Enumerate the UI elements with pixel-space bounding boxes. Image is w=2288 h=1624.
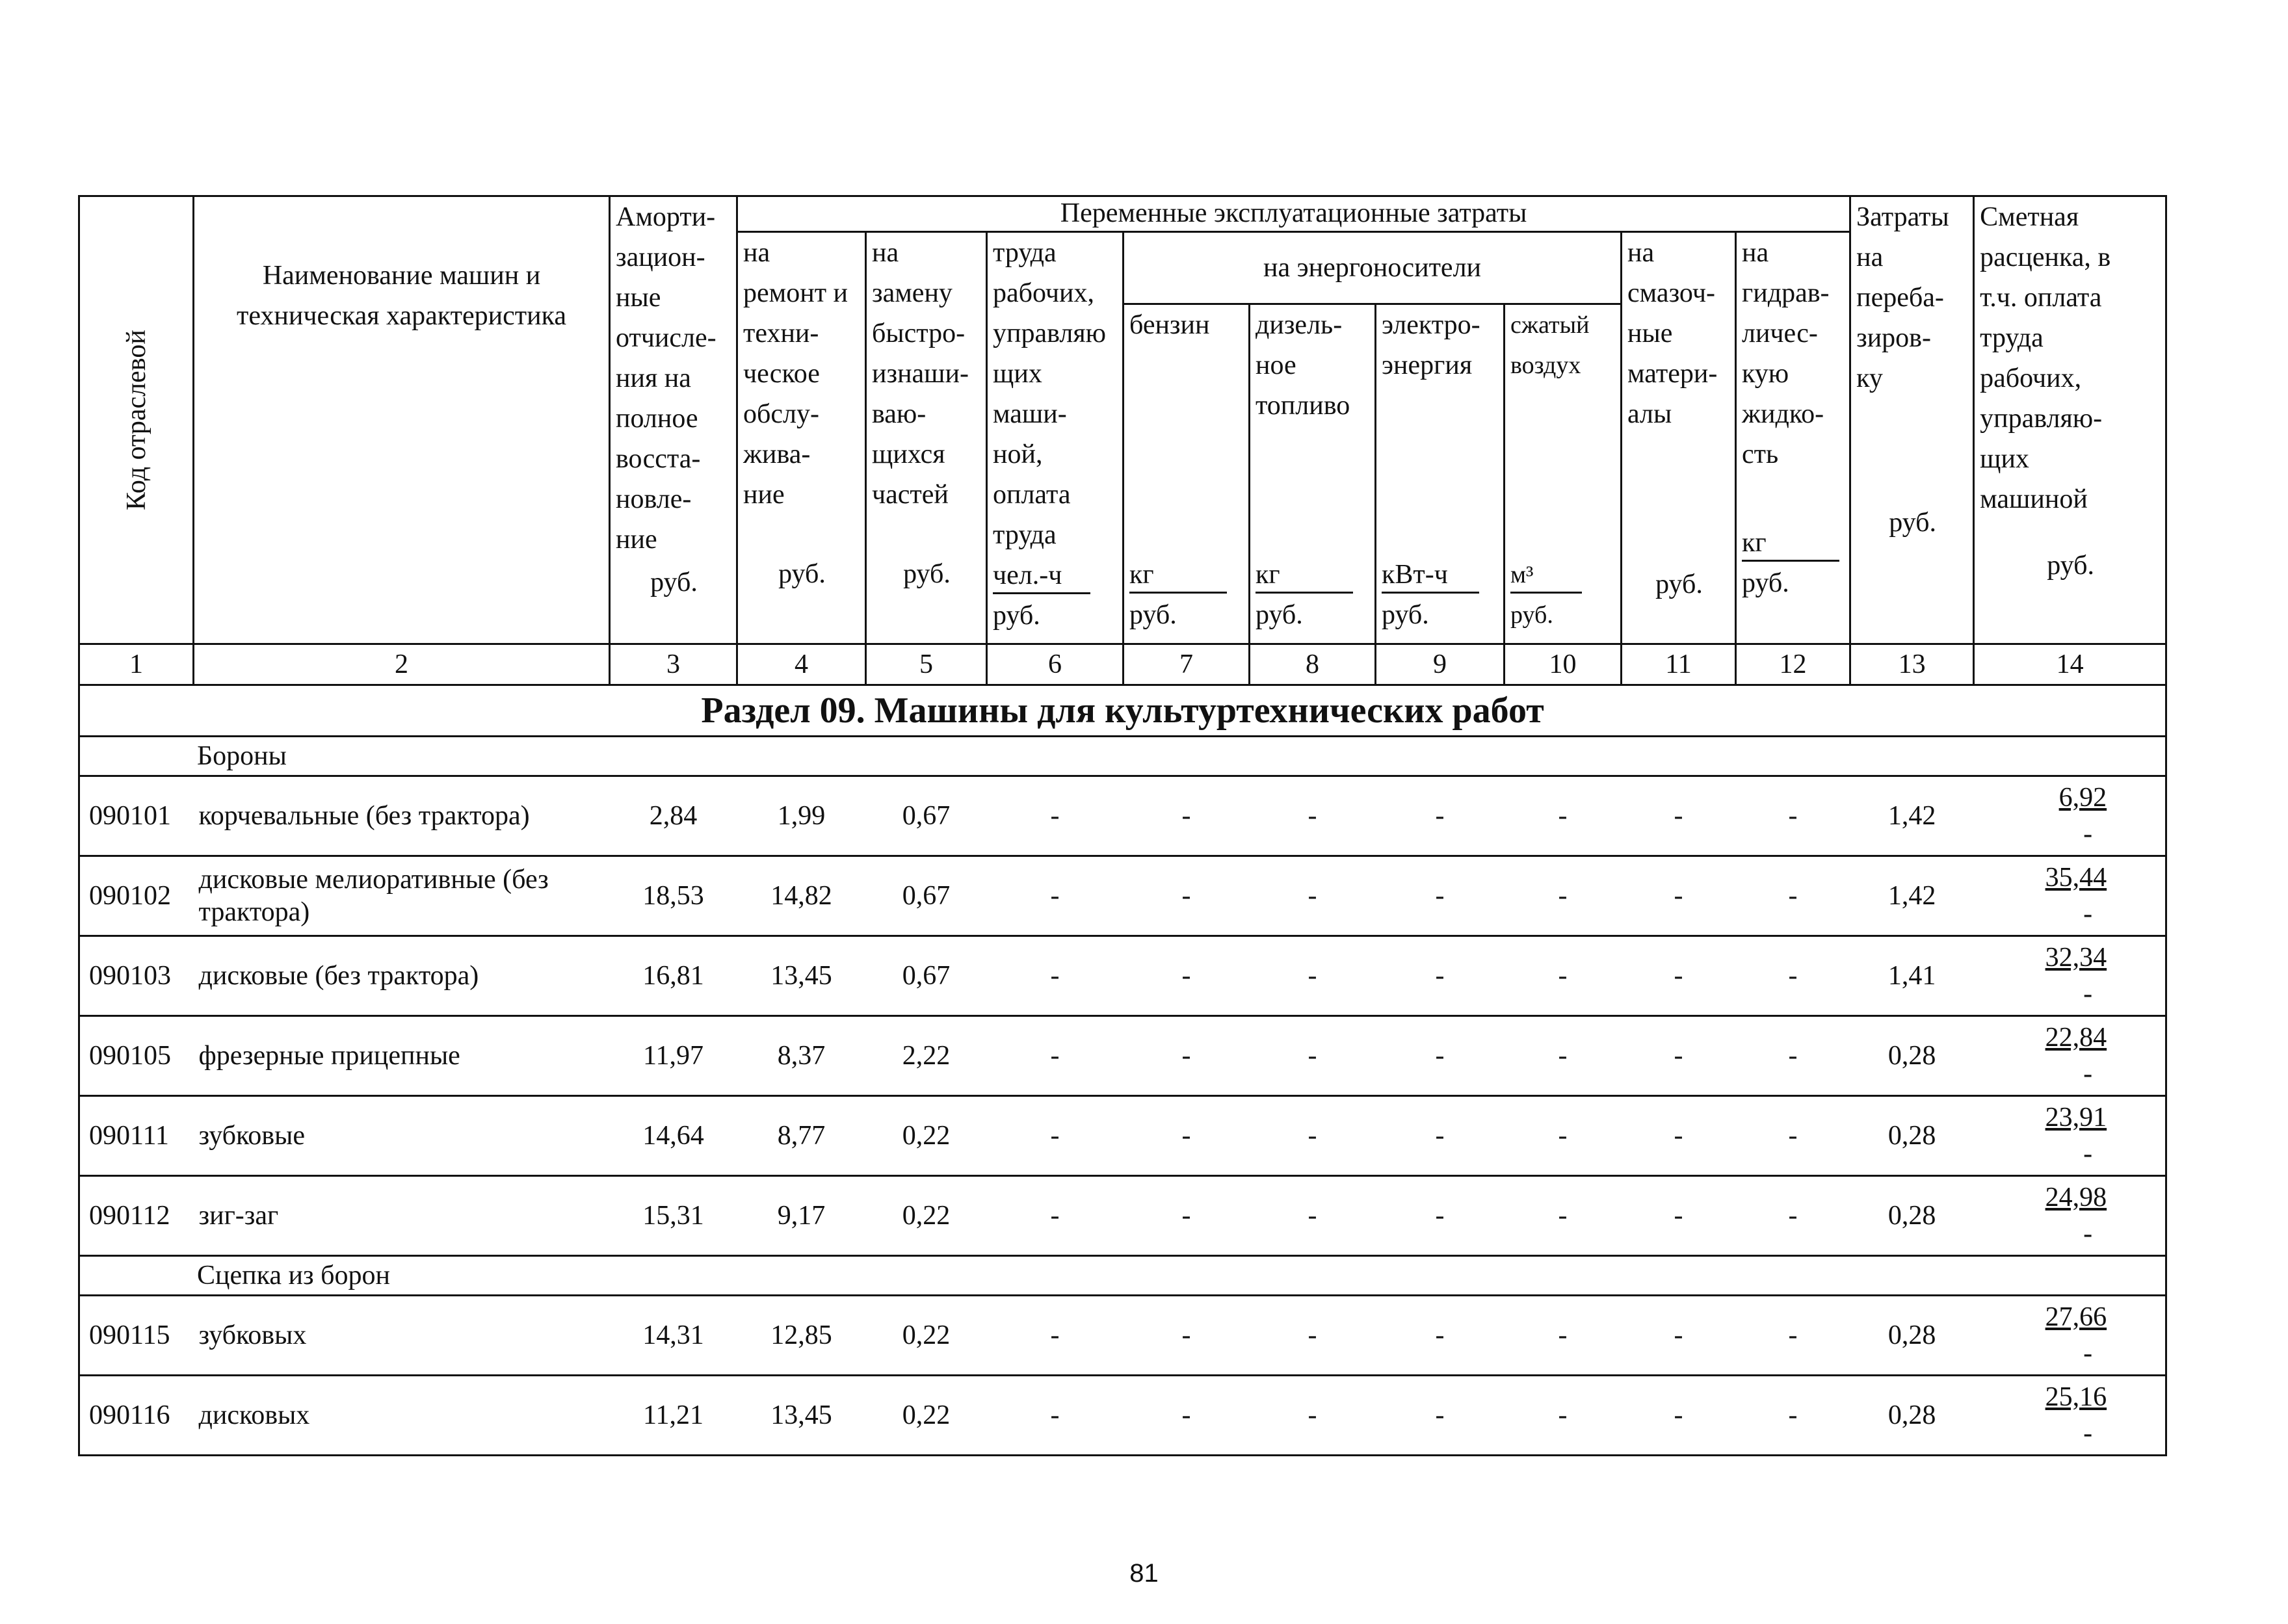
header-col14-line: машиной — [1980, 484, 2088, 514]
row-price — [1974, 936, 2166, 1016]
row-dash-col9: - — [1376, 1016, 1505, 1096]
row-amortization: 11,21 — [610, 1376, 737, 1456]
header-col9-line: электро- — [1382, 310, 1480, 340]
row-dash-col7: - — [1124, 856, 1250, 936]
header-col12-line: кую — [1742, 359, 1789, 389]
row-dash-col11: - — [1622, 1376, 1736, 1456]
column-number-cell: 6 — [987, 644, 1124, 685]
row-parts: 0,22 — [866, 1296, 987, 1376]
header-col4-line: ческое — [743, 359, 820, 389]
row-relocation: 0,28 — [1850, 1096, 1974, 1176]
row-dash-col12: - — [1736, 776, 1850, 856]
header-col9-unit-top: кВт-ч — [1382, 555, 1499, 595]
row-amortization: 18,53 — [610, 856, 737, 936]
row-dash-col9: - — [1376, 1376, 1505, 1456]
header-col3-line: ние — [616, 525, 657, 555]
row-relocation: 0,28 — [1850, 1176, 1974, 1256]
row-name: дисковые мелиоративные (без трактора) — [194, 856, 610, 936]
header-col8-line: ное — [1256, 350, 1296, 380]
header-col6-line: труда — [993, 520, 1057, 550]
row-relocation: 0,28 — [1850, 1296, 1974, 1376]
row-dash-col6: - — [987, 1096, 1124, 1176]
header-col9-line: энергия — [1382, 350, 1473, 380]
header-col13 — [1850, 196, 1974, 644]
table-row — [79, 936, 2166, 1016]
header-col3-line: ные — [616, 283, 661, 313]
header-col10 — [1505, 304, 1622, 644]
header-col4-line: жива- — [743, 439, 811, 469]
header-col12-lines — [1742, 233, 1845, 475]
table-row — [79, 1096, 2166, 1176]
row-price — [1974, 1296, 2166, 1376]
header-row-1 — [79, 196, 2166, 232]
header-col3-line: полное — [616, 404, 698, 434]
header-col14 — [1974, 196, 2166, 644]
row-amortization: 15,31 — [610, 1176, 737, 1256]
section-row — [79, 685, 2166, 737]
header-col6-line: оплата — [993, 480, 1071, 510]
row-dash-col11: - — [1622, 1016, 1736, 1096]
row-price-labor: - — [2083, 1139, 2093, 1169]
header-col5-unit: руб. — [903, 559, 951, 589]
row-dash-col6: - — [987, 1296, 1124, 1376]
row-dash-col10: - — [1505, 1296, 1622, 1376]
row-dash-col10: - — [1505, 1176, 1622, 1256]
rates-table-container — [78, 195, 2165, 1456]
row-parts: 2,22 — [866, 1016, 987, 1096]
header-col6-unit-top: чел.-ч — [993, 555, 1118, 596]
row-dash-col9: - — [1376, 1296, 1505, 1376]
header-col11-line: смазоч- — [1627, 278, 1715, 308]
column-number-cell: 5 — [866, 644, 987, 685]
header-energy — [1124, 232, 1622, 304]
header-col4-line: техни- — [743, 319, 819, 348]
header-variable-costs-label: Переменные эксплуатационные затраты — [1060, 198, 1527, 228]
header-col9-unit-bot: руб. — [1382, 600, 1429, 630]
row-name: зиг-заг — [194, 1176, 610, 1256]
header-col5-line: частей — [872, 480, 949, 510]
column-number-cell: 2 — [194, 644, 610, 685]
row-dash-col9: - — [1376, 1096, 1505, 1176]
row-dash-col8: - — [1250, 1096, 1376, 1176]
row-dash-col6: - — [987, 936, 1124, 1016]
header-col4 — [737, 232, 866, 644]
row-dash-col6: - — [987, 776, 1124, 856]
header-col14-line: т.ч. оплата — [1980, 283, 2102, 313]
row-price-value: 22,84 — [2045, 1023, 2107, 1053]
row-price-stack — [1974, 1099, 2166, 1172]
header-col14-line: щих — [1980, 444, 2029, 474]
header-col7 — [1124, 304, 1250, 644]
row-amortization: 14,31 — [610, 1296, 737, 1376]
row-price-labor: - — [2083, 979, 2093, 1009]
header-col12-line: на — [1742, 238, 1769, 268]
header-col6-line: ной, — [993, 439, 1043, 469]
header-code-label: Код отраслевой — [121, 330, 151, 510]
header-col10-unit-top: м³ — [1510, 555, 1616, 595]
row-price-value: 27,66 — [2045, 1302, 2107, 1332]
header-col14-line: Сметная — [1980, 202, 2079, 232]
row-price — [1974, 856, 2166, 936]
row-dash-col9: - — [1376, 776, 1505, 856]
row-dash-col11: - — [1622, 936, 1736, 1016]
header-col6-line: управляю — [993, 319, 1107, 348]
row-dash-col8: - — [1250, 1176, 1376, 1256]
header-variable-costs — [737, 196, 1850, 232]
row-dash-col11: - — [1622, 1176, 1736, 1256]
header-col8-line: дизель- — [1256, 310, 1343, 340]
row-code: 090103 — [79, 936, 194, 1016]
column-number-cell: 3 — [610, 644, 737, 685]
row-code: 090116 — [79, 1376, 194, 1456]
header-col8-line: топливо — [1256, 391, 1350, 421]
group-title: Сцепка из борон — [197, 1261, 390, 1290]
row-code: 090115 — [79, 1296, 194, 1376]
header-col9 — [1376, 304, 1505, 644]
row-price-stack — [1974, 859, 2166, 932]
row-dash-col8: - — [1250, 1376, 1376, 1456]
row-dash-col11: - — [1622, 856, 1736, 936]
header-col5-line: замену — [872, 278, 953, 308]
row-name: дисковые (без трактора) — [194, 936, 610, 1016]
row-dash-col7: - — [1124, 776, 1250, 856]
column-number-cell: 8 — [1250, 644, 1376, 685]
page-number: 81 — [1129, 1559, 1159, 1588]
header-col3-lines — [616, 197, 732, 560]
column-number-cell: 10 — [1505, 644, 1622, 685]
header-col13-lines — [1856, 197, 1969, 399]
header-col8-unit-top: кг — [1256, 555, 1371, 595]
row-price-value: 6,92 — [2058, 783, 2107, 813]
row-dash-col7: - — [1124, 1376, 1250, 1456]
header-col4-unit: руб. — [778, 559, 826, 589]
row-repair: 13,45 — [737, 1376, 866, 1456]
header-col3-line: новле- — [616, 484, 692, 514]
row-price-stack — [1974, 1019, 2166, 1092]
row-name: корчевальные (без трактора) — [194, 776, 610, 856]
header-col13-line: на — [1856, 242, 1884, 272]
row-name: дисковых — [194, 1376, 610, 1456]
header-col7-unit-top: кг — [1129, 555, 1244, 595]
header-col14-line: управляю- — [1980, 404, 2103, 434]
header-col13-line: Затраты — [1856, 202, 1949, 232]
column-number-cell: 7 — [1124, 644, 1250, 685]
row-dash-col8: - — [1250, 856, 1376, 936]
row-amortization: 11,97 — [610, 1016, 737, 1096]
row-dash-col7: - — [1124, 1176, 1250, 1256]
row-amortization: 14,64 — [610, 1096, 737, 1176]
header-col5-line: быстро- — [872, 319, 966, 348]
row-relocation: 1,41 — [1850, 936, 1974, 1016]
header-col3-line: отчисле- — [616, 323, 717, 353]
row-price-labor: - — [2083, 899, 2093, 929]
row-dash-col12: - — [1736, 1096, 1850, 1176]
row-dash-col8: - — [1250, 936, 1376, 1016]
row-price — [1974, 1376, 2166, 1456]
header-col7-label: бензин — [1129, 310, 1210, 340]
table-row — [79, 856, 2166, 936]
table-row — [79, 1296, 2166, 1376]
header-col3-unit: руб. — [650, 568, 698, 597]
header-col3-line: Аморти- — [616, 202, 716, 232]
column-number-cell: 9 — [1376, 644, 1505, 685]
column-number-cell: 13 — [1850, 644, 1974, 685]
header-col6-line: труда — [993, 238, 1057, 268]
group-title-cell — [79, 737, 2166, 776]
row-dash-col10: - — [1505, 1016, 1622, 1096]
row-name: зубковых — [194, 1296, 610, 1376]
row-repair: 8,37 — [737, 1016, 866, 1096]
row-price-labor: - — [2083, 1339, 2093, 1369]
row-price-stack — [1974, 1179, 2166, 1252]
header-col4-line: ремонт и — [743, 278, 848, 308]
row-code: 090112 — [79, 1176, 194, 1256]
row-dash-col10: - — [1505, 856, 1622, 936]
row-dash-col12: - — [1736, 1016, 1850, 1096]
row-dash-col6: - — [987, 856, 1124, 936]
header-col8 — [1250, 304, 1376, 644]
row-price — [1974, 1176, 2166, 1256]
header-col10-unit-bot: руб. — [1510, 601, 1553, 629]
header-col7-unit-bot: руб. — [1129, 600, 1177, 630]
row-repair: 13,45 — [737, 936, 866, 1016]
table-body — [79, 737, 2166, 1456]
row-amortization: 16,81 — [610, 936, 737, 1016]
row-dash-col12: - — [1736, 856, 1850, 936]
row-dash-col12: - — [1736, 936, 1850, 1016]
row-parts: 0,67 — [866, 856, 987, 936]
row-price — [1974, 1016, 2166, 1096]
header-col5-line: щихся — [872, 439, 945, 469]
header-col12-line: гидрав- — [1742, 278, 1830, 308]
header-name-label: Наименование машин и техническая характеристика — [236, 261, 566, 331]
row-code: 090111 — [79, 1096, 194, 1176]
row-dash-col6: - — [987, 1016, 1124, 1096]
row-dash-col10: - — [1505, 1376, 1622, 1456]
row-parts: 0,22 — [866, 1176, 987, 1256]
table-row — [79, 1376, 2166, 1456]
row-relocation: 1,42 — [1850, 776, 1974, 856]
header-col5-line: на — [872, 238, 899, 268]
row-price-value: 25,16 — [2045, 1382, 2107, 1412]
header-name — [194, 196, 610, 644]
header-col6-line: рабочих, — [993, 278, 1095, 308]
header-col14-unit: руб. — [2047, 551, 2094, 581]
header-col13-line: переба- — [1856, 283, 1944, 313]
row-relocation: 1,42 — [1850, 856, 1974, 936]
row-price-labor: - — [2083, 1419, 2093, 1448]
row-price-stack — [1974, 1379, 2166, 1452]
row-repair: 14,82 — [737, 856, 866, 936]
row-relocation: 0,28 — [1850, 1016, 1974, 1096]
row-dash-col10: - — [1505, 776, 1622, 856]
header-col5-line: изнаши- — [872, 359, 969, 389]
header-col8-unit-bot: руб. — [1256, 600, 1303, 630]
header-col10-lines — [1510, 305, 1616, 386]
header-col5 — [866, 232, 987, 644]
row-code: 090102 — [79, 856, 194, 936]
row-dash-col8: - — [1250, 1016, 1376, 1096]
header-col13-line: ку — [1856, 363, 1883, 393]
row-name: зубковые — [194, 1096, 610, 1176]
row-price-labor: - — [2083, 819, 2093, 849]
row-dash-col6: - — [987, 1376, 1124, 1456]
row-dash-col7: - — [1124, 1296, 1250, 1376]
header-col11-line: алы — [1627, 399, 1672, 429]
header-col6-unit-bot: руб. — [993, 601, 1040, 631]
header-col14-line: расценка, в — [1980, 242, 2111, 272]
header-col13-line: зиров- — [1856, 323, 1931, 353]
row-dash-col11: - — [1622, 776, 1736, 856]
row-dash-col9: - — [1376, 1176, 1505, 1256]
header-col11 — [1622, 232, 1736, 644]
row-dash-col9: - — [1376, 856, 1505, 936]
header-col3-line: зацион- — [616, 242, 705, 272]
column-number-cell: 4 — [737, 644, 866, 685]
row-price-value: 23,91 — [2045, 1103, 2107, 1133]
header-col3-line: восста- — [616, 444, 701, 474]
column-number-cell: 1 — [79, 644, 194, 685]
header-col4-line: на — [743, 238, 770, 268]
header-col12-unit-bot: руб. — [1742, 568, 1789, 598]
rates-table — [78, 195, 2167, 1456]
header-col6-line: щих — [993, 359, 1042, 389]
header-col14-line: труда — [1980, 323, 2044, 353]
header-col10-line: воздух — [1510, 352, 1581, 379]
header-col12-line: жидко- — [1742, 399, 1824, 429]
row-price-stack — [1974, 939, 2166, 1012]
table-row — [79, 1016, 2166, 1096]
header-col12-unit-top: кг — [1742, 523, 1845, 563]
group-title-cell — [79, 1256, 2166, 1296]
row-name: фрезерные прицепные — [194, 1016, 610, 1096]
row-code: 090105 — [79, 1016, 194, 1096]
header-col13-unit: руб. — [1889, 508, 1936, 538]
row-dash-col12: - — [1736, 1376, 1850, 1456]
row-dash-col8: - — [1250, 776, 1376, 856]
header-col10-line: сжатый — [1510, 311, 1590, 339]
header-col8-lines — [1256, 305, 1371, 426]
row-parts: 0,22 — [866, 1096, 987, 1176]
row-parts: 0,67 — [866, 776, 987, 856]
header-col12-line: личес- — [1742, 319, 1818, 348]
row-parts: 0,22 — [866, 1376, 987, 1456]
row-dash-col6: - — [987, 1176, 1124, 1256]
row-dash-col10: - — [1505, 936, 1622, 1016]
column-number-cell: 14 — [1974, 644, 2166, 685]
header-col4-line: ние — [743, 480, 785, 510]
header-col5-line: ваю- — [872, 399, 927, 429]
column-number-cell: 11 — [1622, 644, 1736, 685]
row-repair: 1,99 — [737, 776, 866, 856]
row-price-labor: - — [2083, 1219, 2093, 1249]
header-col3-line: ния на — [616, 363, 691, 393]
header-col14-line: рабочих, — [1980, 363, 2082, 393]
header-col4-line: обслу- — [743, 399, 819, 429]
row-dash-col12: - — [1736, 1296, 1850, 1376]
row-amortization: 2,84 — [610, 776, 737, 856]
group-title: Бороны — [197, 741, 287, 771]
header-code — [79, 196, 194, 644]
row-dash-col9: - — [1376, 936, 1505, 1016]
row-repair: 8,77 — [737, 1096, 866, 1176]
header-col11-line: матери- — [1627, 359, 1718, 389]
row-dash-col12: - — [1736, 1176, 1850, 1256]
header-col12 — [1736, 232, 1850, 644]
row-dash-col11: - — [1622, 1296, 1736, 1376]
header-col14-lines — [1980, 197, 2161, 519]
row-price-labor: - — [2083, 1059, 2093, 1089]
header-col9-lines — [1382, 305, 1499, 386]
group-header-row — [79, 737, 2166, 776]
row-price-value: 35,44 — [2045, 863, 2107, 893]
header-col6 — [987, 232, 1124, 644]
row-parts: 0,67 — [866, 936, 987, 1016]
header-col5-lines — [872, 233, 982, 515]
table-row — [79, 776, 2166, 856]
row-repair: 12,85 — [737, 1296, 866, 1376]
column-numbers-row — [79, 644, 2166, 685]
row-price-stack — [1974, 779, 2166, 852]
header-col11-line: ные — [1627, 319, 1673, 348]
row-price-value: 32,34 — [2045, 943, 2107, 973]
table-row — [79, 1176, 2166, 1256]
row-relocation: 0,28 — [1850, 1376, 1974, 1456]
header-col3 — [610, 196, 737, 644]
header-col12-line: сть — [1742, 439, 1779, 469]
row-price-stack — [1974, 1299, 2166, 1372]
header-col11-line: на — [1627, 238, 1655, 268]
row-dash-col7: - — [1124, 1016, 1250, 1096]
row-price — [1974, 1096, 2166, 1176]
header-col4-lines — [743, 233, 861, 515]
group-header-row — [79, 1256, 2166, 1296]
row-dash-col7: - — [1124, 1096, 1250, 1176]
row-price — [1974, 776, 2166, 856]
header-col6-lines — [993, 233, 1118, 555]
column-number-cell: 12 — [1736, 644, 1850, 685]
row-dash-col8: - — [1250, 1296, 1376, 1376]
row-price-value: 24,98 — [2045, 1183, 2107, 1212]
row-dash-col7: - — [1124, 936, 1250, 1016]
header-energy-label: на энергоносители — [1263, 253, 1481, 283]
row-dash-col11: - — [1622, 1096, 1736, 1176]
header-col11-unit: руб. — [1655, 570, 1703, 599]
row-repair: 9,17 — [737, 1176, 866, 1256]
section-title: Раздел 09. Машины для культуртехнических работ — [79, 685, 2166, 737]
row-code: 090101 — [79, 776, 194, 856]
header-col11-lines — [1627, 233, 1731, 434]
row-dash-col10: - — [1505, 1096, 1622, 1176]
header-col6-line: маши- — [993, 399, 1067, 429]
